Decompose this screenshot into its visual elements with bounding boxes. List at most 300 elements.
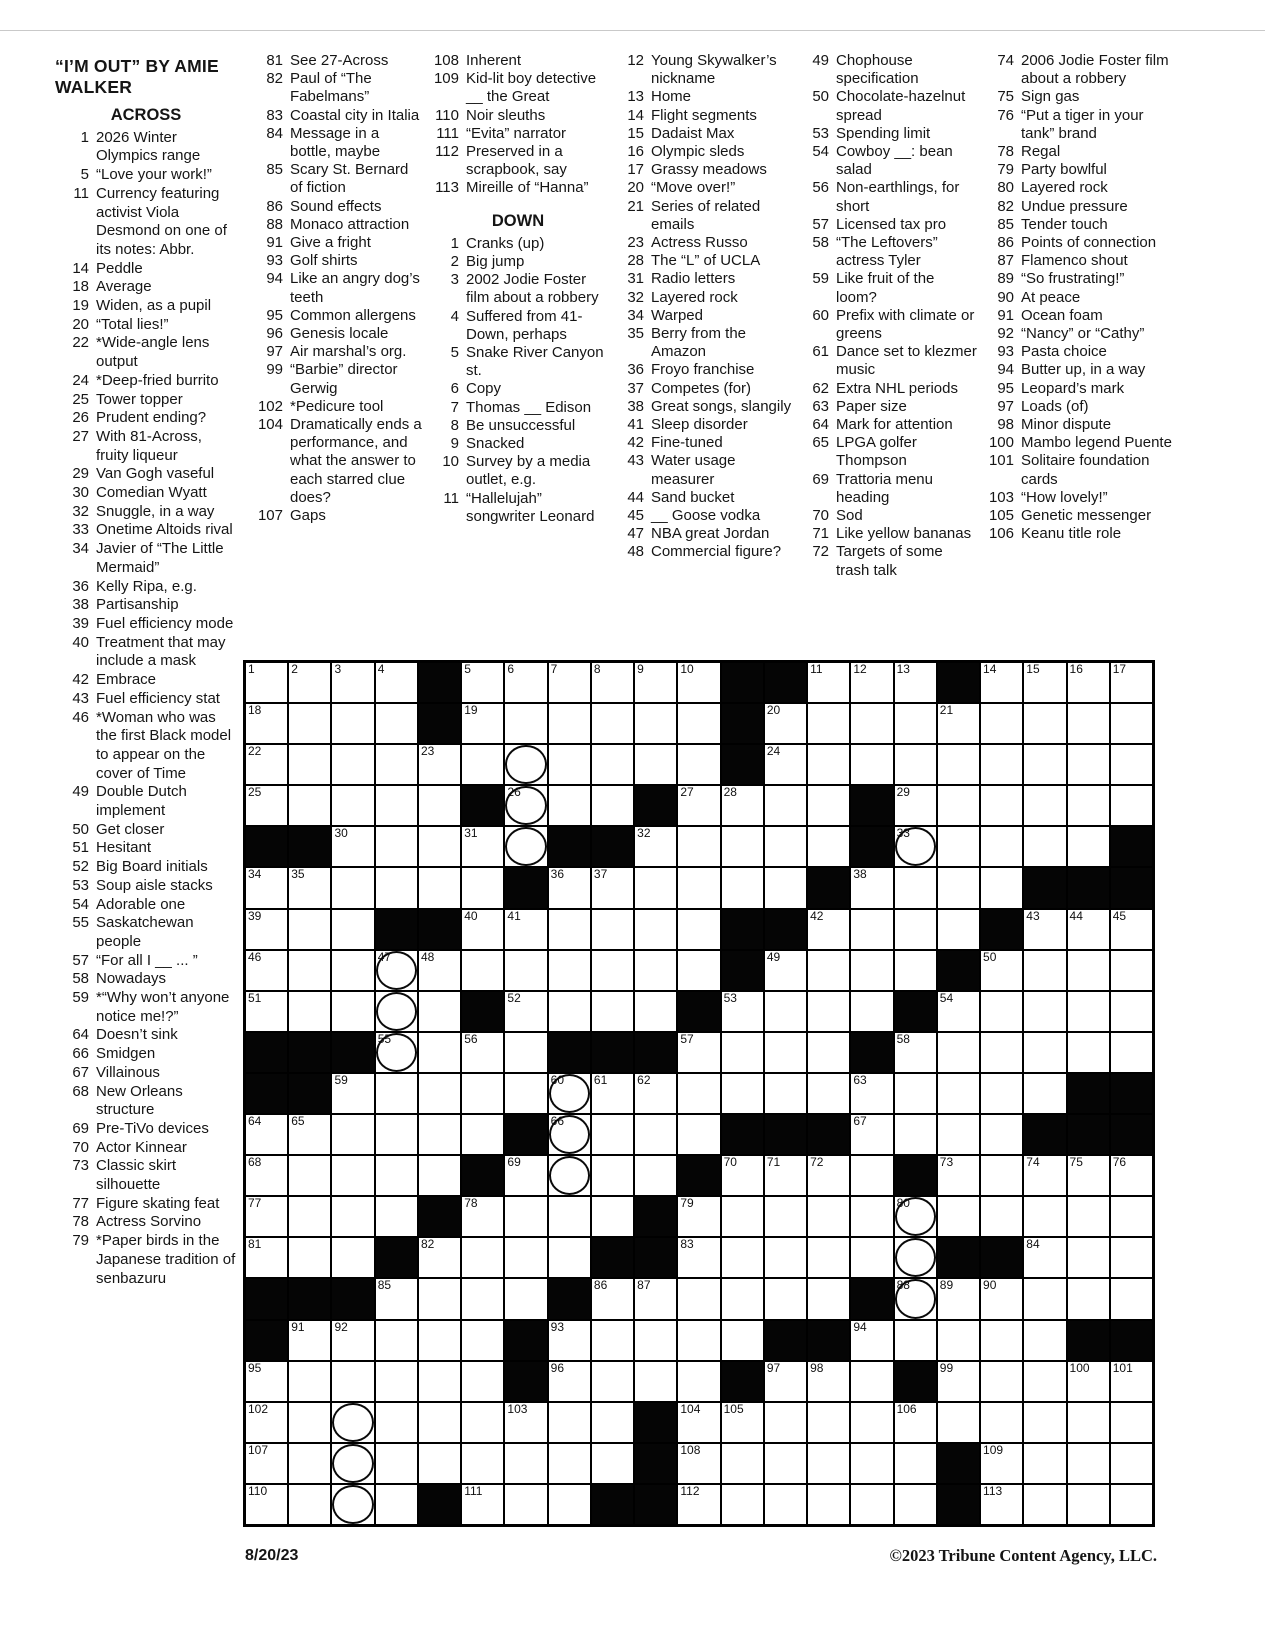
grid-cell-r17c11[interactable]	[677, 1320, 720, 1361]
grid-cell-r18c13[interactable]	[764, 1361, 807, 1402]
grid-cell-r20c11[interactable]	[677, 1443, 720, 1484]
grid-cell-r17c8[interactable]	[548, 1320, 591, 1361]
grid-cell-r11c7[interactable]	[504, 1073, 547, 1114]
grid-cell-r17c3[interactable]	[331, 1320, 374, 1361]
grid-cell-r3c17[interactable]	[937, 744, 980, 785]
grid-cell-r8c3[interactable]	[331, 950, 374, 991]
grid-cell-r19c12[interactable]	[721, 1402, 764, 1443]
grid-cell-r21c6[interactable]	[461, 1484, 504, 1525]
grid-cell-r19c1[interactable]	[245, 1402, 288, 1443]
grid-cell-r13c4[interactable]	[375, 1155, 418, 1196]
grid-cell-r14c19[interactable]	[1023, 1196, 1066, 1237]
grid-cell-r2c2[interactable]	[288, 703, 331, 744]
grid-cell-r6c16[interactable]	[894, 867, 937, 908]
grid-cell-r13c9[interactable]	[591, 1155, 634, 1196]
grid-cell-r20c4[interactable]	[375, 1443, 418, 1484]
grid-cell-r5c18[interactable]	[980, 826, 1023, 867]
grid-cell-r14c16-circled[interactable]	[894, 1196, 937, 1237]
grid-cell-r15c11[interactable]	[677, 1237, 720, 1278]
grid-cell-r3c3[interactable]	[331, 744, 374, 785]
grid-cell-r11c11[interactable]	[677, 1073, 720, 1114]
grid-cell-r15c1[interactable]	[245, 1237, 288, 1278]
grid-cell-r18c8[interactable]	[548, 1361, 591, 1402]
grid-cell-r20c19[interactable]	[1023, 1443, 1066, 1484]
grid-cell-r16c14[interactable]	[807, 1278, 850, 1319]
grid-cell-r18c19[interactable]	[1023, 1361, 1066, 1402]
grid-cell-r14c3[interactable]	[331, 1196, 374, 1237]
grid-cell-r21c12[interactable]	[721, 1484, 764, 1525]
grid-cell-r11c15[interactable]	[850, 1073, 893, 1114]
grid-cell-r4c4[interactable]	[375, 785, 418, 826]
grid-cell-r19c19[interactable]	[1023, 1402, 1066, 1443]
grid-cell-r19c11[interactable]	[677, 1402, 720, 1443]
grid-cell-r8c7[interactable]	[504, 950, 547, 991]
grid-cell-r6c3[interactable]	[331, 867, 374, 908]
grid-cell-r20c6[interactable]	[461, 1443, 504, 1484]
grid-cell-r16c10[interactable]	[634, 1278, 677, 1319]
grid-cell-r18c14[interactable]	[807, 1361, 850, 1402]
grid-cell-r13c20[interactable]	[1067, 1155, 1110, 1196]
grid-cell-r14c13[interactable]	[764, 1196, 807, 1237]
grid-cell-r14c18[interactable]	[980, 1196, 1023, 1237]
grid-cell-r10c12[interactable]	[721, 1032, 764, 1073]
grid-cell-r8c8[interactable]	[548, 950, 591, 991]
grid-cell-r21c13[interactable]	[764, 1484, 807, 1525]
grid-cell-r20c3-circled[interactable]	[331, 1443, 374, 1484]
grid-cell-r20c8[interactable]	[548, 1443, 591, 1484]
grid-cell-r20c9[interactable]	[591, 1443, 634, 1484]
grid-cell-r18c20[interactable]	[1067, 1361, 1110, 1402]
grid-cell-r16c20[interactable]	[1067, 1278, 1110, 1319]
grid-cell-r10c17[interactable]	[937, 1032, 980, 1073]
grid-cell-r16c21[interactable]	[1110, 1278, 1153, 1319]
grid-cell-r14c8[interactable]	[548, 1196, 591, 1237]
grid-cell-r6c11[interactable]	[677, 867, 720, 908]
grid-cell-r18c9[interactable]	[591, 1361, 634, 1402]
grid-cell-r19c3-circled[interactable]	[331, 1402, 374, 1443]
grid-cell-r15c12[interactable]	[721, 1237, 764, 1278]
grid-cell-r21c3-circled[interactable]	[331, 1484, 374, 1525]
grid-cell-r8c5[interactable]	[418, 950, 461, 991]
grid-cell-r4c13[interactable]	[764, 785, 807, 826]
grid-cell-r15c2[interactable]	[288, 1237, 331, 1278]
grid-cell-r21c4[interactable]	[375, 1484, 418, 1525]
grid-cell-r2c16[interactable]	[894, 703, 937, 744]
grid-cell-r18c2[interactable]	[288, 1361, 331, 1402]
grid-cell-r2c19[interactable]	[1023, 703, 1066, 744]
grid-cell-r12c3[interactable]	[331, 1114, 374, 1155]
grid-cell-r9c20[interactable]	[1067, 991, 1110, 1032]
grid-cell-r15c5[interactable]	[418, 1237, 461, 1278]
grid-cell-r16c18[interactable]	[980, 1278, 1023, 1319]
grid-cell-r14c11[interactable]	[677, 1196, 720, 1237]
grid-cell-r19c18[interactable]	[980, 1402, 1023, 1443]
grid-cell-r5c20[interactable]	[1067, 826, 1110, 867]
grid-cell-r17c4[interactable]	[375, 1320, 418, 1361]
grid-cell-r15c8[interactable]	[548, 1237, 591, 1278]
grid-cell-r18c4[interactable]	[375, 1361, 418, 1402]
grid-cell-r21c21[interactable]	[1110, 1484, 1153, 1525]
grid-cell-r16c12[interactable]	[721, 1278, 764, 1319]
grid-cell-r15c19[interactable]	[1023, 1237, 1066, 1278]
grid-cell-r4c16[interactable]	[894, 785, 937, 826]
grid-cell-r19c20[interactable]	[1067, 1402, 1110, 1443]
grid-cell-r4c17[interactable]	[937, 785, 980, 826]
grid-cell-r21c16[interactable]	[894, 1484, 937, 1525]
grid-cell-r12c17[interactable]	[937, 1114, 980, 1155]
grid-cell-r3c21[interactable]	[1110, 744, 1153, 785]
grid-cell-r13c13[interactable]	[764, 1155, 807, 1196]
grid-cell-r20c1[interactable]	[245, 1443, 288, 1484]
grid-cell-r3c16[interactable]	[894, 744, 937, 785]
grid-cell-r8c16[interactable]	[894, 950, 937, 991]
grid-cell-r2c1[interactable]	[245, 703, 288, 744]
grid-cell-r9c19[interactable]	[1023, 991, 1066, 1032]
grid-cell-r12c16[interactable]	[894, 1114, 937, 1155]
grid-cell-r21c2[interactable]	[288, 1484, 331, 1525]
grid-cell-r3c4[interactable]	[375, 744, 418, 785]
grid-cell-r8c14[interactable]	[807, 950, 850, 991]
grid-cell-r3c8[interactable]	[548, 744, 591, 785]
grid-cell-r11c3[interactable]	[331, 1073, 374, 1114]
grid-cell-r6c2[interactable]	[288, 867, 331, 908]
grid-cell-r18c15[interactable]	[850, 1361, 893, 1402]
grid-cell-r5c14[interactable]	[807, 826, 850, 867]
grid-cell-r2c17[interactable]	[937, 703, 980, 744]
grid-cell-r17c5[interactable]	[418, 1320, 461, 1361]
grid-cell-r14c15[interactable]	[850, 1196, 893, 1237]
grid-cell-r2c10[interactable]	[634, 703, 677, 744]
grid-cell-r10c4-circled[interactable]	[375, 1032, 418, 1073]
grid-cell-r9c18[interactable]	[980, 991, 1023, 1032]
grid-cell-r8c2[interactable]	[288, 950, 331, 991]
grid-cell-r7c1[interactable]	[245, 909, 288, 950]
grid-cell-r20c14[interactable]	[807, 1443, 850, 1484]
grid-cell-r14c21[interactable]	[1110, 1196, 1153, 1237]
grid-cell-r16c17[interactable]	[937, 1278, 980, 1319]
grid-cell-r1c9[interactable]	[591, 662, 634, 703]
grid-cell-r4c2[interactable]	[288, 785, 331, 826]
grid-cell-r13c1[interactable]	[245, 1155, 288, 1196]
grid-cell-r9c1[interactable]	[245, 991, 288, 1032]
grid-cell-r5c13[interactable]	[764, 826, 807, 867]
grid-cell-r16c19[interactable]	[1023, 1278, 1066, 1319]
grid-cell-r6c4[interactable]	[375, 867, 418, 908]
grid-cell-r3c11[interactable]	[677, 744, 720, 785]
grid-cell-r2c18[interactable]	[980, 703, 1023, 744]
grid-cell-r7c19[interactable]	[1023, 909, 1066, 950]
grid-cell-r11c14[interactable]	[807, 1073, 850, 1114]
grid-cell-r19c8[interactable]	[548, 1402, 591, 1443]
grid-cell-r12c1[interactable]	[245, 1114, 288, 1155]
grid-cell-r10c16[interactable]	[894, 1032, 937, 1073]
grid-cell-r4c3[interactable]	[331, 785, 374, 826]
grid-cell-r3c19[interactable]	[1023, 744, 1066, 785]
grid-cell-r3c9[interactable]	[591, 744, 634, 785]
grid-cell-r17c2[interactable]	[288, 1320, 331, 1361]
grid-cell-r11c6[interactable]	[461, 1073, 504, 1114]
grid-cell-r1c15[interactable]	[850, 662, 893, 703]
grid-cell-r6c17[interactable]	[937, 867, 980, 908]
grid-cell-r1c14[interactable]	[807, 662, 850, 703]
grid-cell-r9c2[interactable]	[288, 991, 331, 1032]
grid-cell-r7c10[interactable]	[634, 909, 677, 950]
grid-cell-r3c18[interactable]	[980, 744, 1023, 785]
grid-cell-r20c13[interactable]	[764, 1443, 807, 1484]
grid-cell-r6c15[interactable]	[850, 867, 893, 908]
grid-cell-r15c13[interactable]	[764, 1237, 807, 1278]
grid-cell-r10c7[interactable]	[504, 1032, 547, 1073]
grid-cell-r7c6[interactable]	[461, 909, 504, 950]
grid-cell-r15c6[interactable]	[461, 1237, 504, 1278]
grid-cell-r12c4[interactable]	[375, 1114, 418, 1155]
grid-cell-r2c14[interactable]	[807, 703, 850, 744]
grid-cell-r19c2[interactable]	[288, 1402, 331, 1443]
grid-cell-r6c9[interactable]	[591, 867, 634, 908]
grid-cell-r9c4-circled[interactable]	[375, 991, 418, 1032]
grid-cell-r7c11[interactable]	[677, 909, 720, 950]
grid-cell-r12c15[interactable]	[850, 1114, 893, 1155]
grid-cell-r5c6[interactable]	[461, 826, 504, 867]
grid-cell-r1c1[interactable]	[245, 662, 288, 703]
grid-cell-r9c14[interactable]	[807, 991, 850, 1032]
grid-cell-r11c17[interactable]	[937, 1073, 980, 1114]
grid-cell-r5c12[interactable]	[721, 826, 764, 867]
grid-cell-r4c19[interactable]	[1023, 785, 1066, 826]
grid-cell-r21c20[interactable]	[1067, 1484, 1110, 1525]
grid-cell-r10c20[interactable]	[1067, 1032, 1110, 1073]
grid-cell-r1c10[interactable]	[634, 662, 677, 703]
grid-cell-r13c12[interactable]	[721, 1155, 764, 1196]
grid-cell-r13c19[interactable]	[1023, 1155, 1066, 1196]
grid-cell-r2c13[interactable]	[764, 703, 807, 744]
grid-cell-r20c12[interactable]	[721, 1443, 764, 1484]
grid-cell-r7c3[interactable]	[331, 909, 374, 950]
grid-cell-r15c7[interactable]	[504, 1237, 547, 1278]
grid-cell-r10c11[interactable]	[677, 1032, 720, 1073]
grid-cell-r1c3[interactable]	[331, 662, 374, 703]
grid-cell-r2c8[interactable]	[548, 703, 591, 744]
grid-cell-r11c16[interactable]	[894, 1073, 937, 1114]
grid-cell-r7c8[interactable]	[548, 909, 591, 950]
grid-cell-r13c10[interactable]	[634, 1155, 677, 1196]
grid-cell-r7c7[interactable]	[504, 909, 547, 950]
grid-cell-r10c5[interactable]	[418, 1032, 461, 1073]
grid-cell-r16c16-circled[interactable]	[894, 1278, 937, 1319]
grid-cell-r6c6[interactable]	[461, 867, 504, 908]
grid-cell-r11c10[interactable]	[634, 1073, 677, 1114]
grid-cell-r2c21[interactable]	[1110, 703, 1153, 744]
grid-cell-r6c18[interactable]	[980, 867, 1023, 908]
grid-cell-r11c9[interactable]	[591, 1073, 634, 1114]
grid-cell-r4c12[interactable]	[721, 785, 764, 826]
grid-cell-r4c14[interactable]	[807, 785, 850, 826]
grid-cell-r1c4[interactable]	[375, 662, 418, 703]
grid-cell-r2c11[interactable]	[677, 703, 720, 744]
grid-cell-r1c21[interactable]	[1110, 662, 1153, 703]
grid-cell-r5c19[interactable]	[1023, 826, 1066, 867]
grid-cell-r8c6[interactable]	[461, 950, 504, 991]
grid-cell-r20c21[interactable]	[1110, 1443, 1153, 1484]
grid-cell-r20c15[interactable]	[850, 1443, 893, 1484]
grid-cell-r17c12[interactable]	[721, 1320, 764, 1361]
grid-cell-r1c18[interactable]	[980, 662, 1023, 703]
grid-cell-r19c15[interactable]	[850, 1402, 893, 1443]
grid-cell-r21c18[interactable]	[980, 1484, 1023, 1525]
grid-cell-r16c5[interactable]	[418, 1278, 461, 1319]
grid-cell-r16c7[interactable]	[504, 1278, 547, 1319]
grid-cell-r14c1[interactable]	[245, 1196, 288, 1237]
grid-cell-r15c3[interactable]	[331, 1237, 374, 1278]
grid-cell-r7c9[interactable]	[591, 909, 634, 950]
grid-cell-r14c2[interactable]	[288, 1196, 331, 1237]
grid-cell-r4c9[interactable]	[591, 785, 634, 826]
grid-cell-r13c3[interactable]	[331, 1155, 374, 1196]
grid-cell-r3c2[interactable]	[288, 744, 331, 785]
grid-cell-r18c3[interactable]	[331, 1361, 374, 1402]
grid-cell-r20c20[interactable]	[1067, 1443, 1110, 1484]
grid-cell-r9c9[interactable]	[591, 991, 634, 1032]
grid-cell-r5c11[interactable]	[677, 826, 720, 867]
grid-cell-r19c4[interactable]	[375, 1402, 418, 1443]
grid-cell-r17c17[interactable]	[937, 1320, 980, 1361]
grid-cell-r19c5[interactable]	[418, 1402, 461, 1443]
grid-cell-r8c1[interactable]	[245, 950, 288, 991]
grid-cell-r18c11[interactable]	[677, 1361, 720, 1402]
grid-cell-r5c5[interactable]	[418, 826, 461, 867]
grid-cell-r4c1[interactable]	[245, 785, 288, 826]
grid-cell-r17c10[interactable]	[634, 1320, 677, 1361]
grid-cell-r11c12[interactable]	[721, 1073, 764, 1114]
grid-cell-r9c5[interactable]	[418, 991, 461, 1032]
grid-cell-r12c18[interactable]	[980, 1114, 1023, 1155]
grid-cell-r16c9[interactable]	[591, 1278, 634, 1319]
grid-cell-r11c4[interactable]	[375, 1073, 418, 1114]
grid-cell-r17c16[interactable]	[894, 1320, 937, 1361]
grid-cell-r17c15[interactable]	[850, 1320, 893, 1361]
grid-cell-r12c6[interactable]	[461, 1114, 504, 1155]
grid-cell-r5c16-circled[interactable]	[894, 826, 937, 867]
grid-cell-r11c13[interactable]	[764, 1073, 807, 1114]
grid-cell-r1c6[interactable]	[461, 662, 504, 703]
grid-cell-r4c7-circled[interactable]	[504, 785, 547, 826]
grid-cell-r16c4[interactable]	[375, 1278, 418, 1319]
grid-cell-r19c17[interactable]	[937, 1402, 980, 1443]
grid-cell-r12c2[interactable]	[288, 1114, 331, 1155]
grid-cell-r14c17[interactable]	[937, 1196, 980, 1237]
grid-cell-r10c14[interactable]	[807, 1032, 850, 1073]
grid-cell-r11c8-circled[interactable]	[548, 1073, 591, 1114]
grid-cell-r14c9[interactable]	[591, 1196, 634, 1237]
grid-cell-r1c2[interactable]	[288, 662, 331, 703]
grid-cell-r19c13[interactable]	[764, 1402, 807, 1443]
grid-cell-r2c6[interactable]	[461, 703, 504, 744]
grid-cell-r3c14[interactable]	[807, 744, 850, 785]
grid-cell-r21c11[interactable]	[677, 1484, 720, 1525]
grid-cell-r13c17[interactable]	[937, 1155, 980, 1196]
grid-cell-r1c11[interactable]	[677, 662, 720, 703]
grid-cell-r20c16[interactable]	[894, 1443, 937, 1484]
grid-cell-r20c18[interactable]	[980, 1443, 1023, 1484]
grid-cell-r7c17[interactable]	[937, 909, 980, 950]
grid-cell-r21c8[interactable]	[548, 1484, 591, 1525]
grid-cell-r19c16[interactable]	[894, 1402, 937, 1443]
grid-cell-r12c11[interactable]	[677, 1114, 720, 1155]
grid-cell-r13c14[interactable]	[807, 1155, 850, 1196]
grid-cell-r18c17[interactable]	[937, 1361, 980, 1402]
grid-cell-r18c18[interactable]	[980, 1361, 1023, 1402]
grid-cell-r11c19[interactable]	[1023, 1073, 1066, 1114]
grid-cell-r15c21[interactable]	[1110, 1237, 1153, 1278]
grid-cell-r18c21[interactable]	[1110, 1361, 1153, 1402]
grid-cell-r21c1[interactable]	[245, 1484, 288, 1525]
grid-cell-r15c15[interactable]	[850, 1237, 893, 1278]
grid-cell-r7c20[interactable]	[1067, 909, 1110, 950]
grid-cell-r19c6[interactable]	[461, 1402, 504, 1443]
grid-cell-r4c18[interactable]	[980, 785, 1023, 826]
grid-cell-r10c6[interactable]	[461, 1032, 504, 1073]
grid-cell-r11c5[interactable]	[418, 1073, 461, 1114]
grid-cell-r13c21[interactable]	[1110, 1155, 1153, 1196]
grid-cell-r18c6[interactable]	[461, 1361, 504, 1402]
grid-cell-r3c10[interactable]	[634, 744, 677, 785]
grid-cell-r9c15[interactable]	[850, 991, 893, 1032]
grid-cell-r8c20[interactable]	[1067, 950, 1110, 991]
grid-cell-r8c21[interactable]	[1110, 950, 1153, 991]
grid-cell-r4c20[interactable]	[1067, 785, 1110, 826]
grid-cell-r5c4[interactable]	[375, 826, 418, 867]
grid-cell-r8c11[interactable]	[677, 950, 720, 991]
grid-cell-r1c16[interactable]	[894, 662, 937, 703]
grid-cell-r4c5[interactable]	[418, 785, 461, 826]
grid-cell-r2c4[interactable]	[375, 703, 418, 744]
grid-cell-r9c13[interactable]	[764, 991, 807, 1032]
grid-cell-r7c14[interactable]	[807, 909, 850, 950]
grid-cell-r1c20[interactable]	[1067, 662, 1110, 703]
grid-cell-r14c20[interactable]	[1067, 1196, 1110, 1237]
grid-cell-r18c5[interactable]	[418, 1361, 461, 1402]
grid-cell-r9c17[interactable]	[937, 991, 980, 1032]
grid-cell-r14c7[interactable]	[504, 1196, 547, 1237]
grid-cell-r7c2[interactable]	[288, 909, 331, 950]
grid-cell-r7c16[interactable]	[894, 909, 937, 950]
grid-cell-r9c3[interactable]	[331, 991, 374, 1032]
grid-cell-r4c21[interactable]	[1110, 785, 1153, 826]
grid-cell-r14c14[interactable]	[807, 1196, 850, 1237]
grid-cell-r3c7-circled[interactable]	[504, 744, 547, 785]
grid-cell-r8c10[interactable]	[634, 950, 677, 991]
grid-cell-r20c2[interactable]	[288, 1443, 331, 1484]
grid-cell-r2c20[interactable]	[1067, 703, 1110, 744]
grid-cell-r3c1[interactable]	[245, 744, 288, 785]
grid-cell-r12c8-circled[interactable]	[548, 1114, 591, 1155]
grid-cell-r12c5[interactable]	[418, 1114, 461, 1155]
grid-cell-r9c10[interactable]	[634, 991, 677, 1032]
grid-cell-r9c21[interactable]	[1110, 991, 1153, 1032]
grid-cell-r21c19[interactable]	[1023, 1484, 1066, 1525]
grid-cell-r15c16-circled[interactable]	[894, 1237, 937, 1278]
grid-cell-r1c19[interactable]	[1023, 662, 1066, 703]
grid-cell-r3c5[interactable]	[418, 744, 461, 785]
grid-cell-r20c7[interactable]	[504, 1443, 547, 1484]
grid-cell-r7c15[interactable]	[850, 909, 893, 950]
grid-cell-r8c9[interactable]	[591, 950, 634, 991]
grid-cell-r16c6[interactable]	[461, 1278, 504, 1319]
grid-cell-r10c21[interactable]	[1110, 1032, 1153, 1073]
grid-cell-r1c7[interactable]	[504, 662, 547, 703]
grid-cell-r5c17[interactable]	[937, 826, 980, 867]
grid-cell-r9c7[interactable]	[504, 991, 547, 1032]
